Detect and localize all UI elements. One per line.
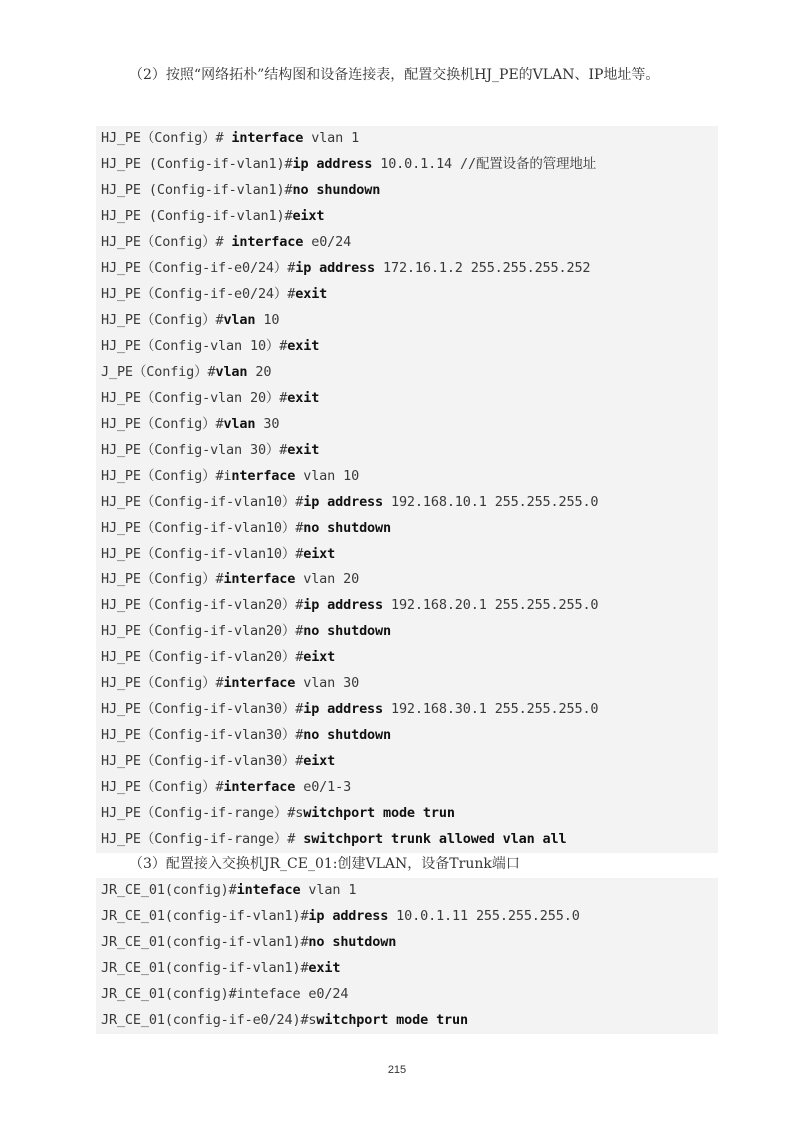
command-keyword: ip address [295, 259, 376, 276]
command-argument: 192.168.20.1 255.255.255.0 [383, 597, 599, 614]
command-argument: 192.168.10.1 255.255.255.0 [383, 493, 599, 510]
command-keyword: witchport mode trun [316, 1011, 468, 1028]
prompt-text: JR_CE_01(config)# [101, 882, 237, 898]
command-argument: 20 [247, 363, 272, 380]
code-line [96, 645, 718, 671]
command-keyword: nterface [231, 467, 296, 484]
code-line [96, 567, 718, 593]
code-line [96, 360, 718, 386]
prompt-text: HJ_PE（Config）# [101, 779, 224, 796]
code-line [96, 982, 718, 1008]
code-line [96, 230, 718, 256]
prompt-text: HJ_PE（Config）#i [101, 467, 232, 484]
prompt-text: HJ_PE（Config）# [101, 571, 224, 588]
code-block-jr-ce-01 [96, 878, 718, 1034]
prompt-text: J_PE（Config）# [101, 363, 216, 380]
code-line [96, 542, 718, 568]
command-argument: vlan 1 [300, 882, 357, 898]
prompt-text: HJ_PE (Config-if-vlan1)# [101, 155, 293, 172]
command-keyword: eixt [303, 545, 336, 562]
prompt-text: HJ_PE（Config-vlan 20）# [101, 389, 288, 406]
command-keyword: no shutdown [303, 727, 391, 744]
code-line [96, 956, 718, 982]
code-line [96, 697, 718, 723]
code-line [96, 438, 718, 464]
command-keyword: no shutdown [303, 519, 391, 536]
command-argument: 30 [255, 415, 280, 432]
command-keyword: no shutdown [308, 933, 397, 950]
code-line [96, 256, 718, 282]
command-argument: vlan 20 [295, 571, 360, 588]
command-keyword: no shundown [292, 181, 381, 198]
prompt-text: HJ_PE（Config）# [101, 311, 224, 328]
code-line [96, 152, 718, 178]
prompt-text: HJ_PE（Config-if-range）#s [101, 805, 304, 822]
prompt-text: JR_CE_01(config-if-vlan1)# [101, 907, 309, 924]
code-line [96, 490, 718, 516]
command-keyword: interface [223, 779, 296, 796]
code-line [96, 204, 718, 230]
command-keyword: ip address [308, 907, 389, 924]
code-line [96, 516, 718, 542]
prompt-text: HJ_PE（Config-if-e0/24）# [101, 285, 296, 302]
command-keyword: ip address [292, 155, 373, 172]
command-keyword: ip address [303, 493, 383, 510]
code-line [96, 178, 718, 204]
command-argument: 192.168.30.1 255.255.255.0 [383, 701, 599, 718]
command-keyword: exit [308, 959, 341, 976]
intro-paragraph: （2）按照“网络拓朴”结构图和设备连接表，配置交换机HJ_PE的VLAN、IP地址等。 [129, 67, 660, 83]
prompt-text: HJ_PE（Config-vlan 30）# [101, 441, 288, 458]
command-keyword: exit [287, 441, 320, 458]
command-argument: vlan 10 [295, 467, 360, 484]
prompt-text: HJ_PE（Config-if-vlan10）# [101, 545, 304, 562]
prompt-text: HJ_PE（Config-if-e0/24）# [101, 259, 296, 276]
command-argument: vlan 1 [303, 130, 360, 146]
code-line [96, 334, 718, 360]
code-line [96, 723, 718, 749]
command-argument: e0/1-3 [295, 779, 352, 796]
command-keyword: switchport trunk allowed vlan all [303, 831, 567, 848]
command-keyword: exit [287, 389, 320, 406]
prompt-text: HJ_PE（Config-vlan 10）# [101, 337, 288, 354]
prompt-text: HJ_PE（Config-if-vlan20）# [101, 649, 304, 666]
prompt-text: HJ_PE (Config-if-vlan1)# [101, 207, 293, 224]
code-line [96, 775, 718, 801]
code-line [96, 930, 718, 956]
code-line [96, 282, 718, 308]
code-line [96, 749, 718, 775]
prompt-text: HJ_PE（Config）# [101, 415, 224, 432]
prompt-text: HJ_PE（Config-if-range）# [101, 831, 304, 848]
code-line [96, 619, 718, 645]
code-line [96, 1008, 718, 1034]
prompt-text: JR_CE_01(config-if-vlan1)# [101, 959, 309, 976]
command-keyword: eixt [292, 207, 325, 224]
command-keyword: vlan [223, 415, 256, 432]
command-keyword: exit [295, 285, 328, 302]
code-line [96, 308, 718, 334]
prompt-text: HJ_PE（Config）# [101, 233, 232, 250]
code-line [96, 464, 718, 490]
command-keyword: eixt [303, 753, 336, 770]
command-keyword: interface [231, 130, 304, 146]
command-argument: 10.0.1.14 //配置设备的管理地址 [372, 155, 597, 172]
prompt-text: HJ_PE（Config-if-vlan30）# [101, 727, 304, 744]
command-keyword: ip address [303, 597, 383, 614]
code-line [96, 126, 718, 152]
command-argument: e0/24 [303, 233, 352, 250]
command-keyword: eixt [303, 649, 336, 666]
prompt-text: HJ_PE (Config-if-vlan1)# [101, 181, 293, 198]
prompt-text: HJ_PE（Config）# [101, 675, 224, 692]
command-keyword: interface [231, 233, 304, 250]
command-argument: vlan 30 [295, 675, 360, 692]
command-keyword: inteface [236, 882, 301, 898]
command-argument: 10.0.1.11 255.255.255.0 [388, 907, 580, 924]
prompt-text: HJ_PE（Config-if-vlan20）# [101, 623, 304, 640]
code-line [96, 878, 718, 904]
page-number: 215 [387, 1064, 407, 1076]
prompt-text: JR_CE_01(config-if-e0/24)#s [101, 1011, 317, 1028]
command-argument: 10 [255, 311, 280, 328]
code-line [96, 904, 718, 930]
command-keyword: interface [223, 571, 296, 588]
command-keyword: vlan [215, 363, 248, 380]
command-keyword: no shutdown [303, 623, 391, 640]
prompt-text: HJ_PE（Config）# [101, 130, 232, 146]
code-line [96, 827, 718, 853]
code-line [96, 412, 718, 438]
command-keyword: witchport mode trun [303, 805, 455, 822]
prompt-text: JR_CE_01(config-if-vlan1)# [101, 933, 309, 950]
command-keyword: ip address [303, 701, 383, 718]
prompt-text: JR_CE_01(config)#inteface e0/24 [101, 985, 349, 1002]
code-block-hj-pe [96, 126, 718, 853]
prompt-text: HJ_PE（Config-if-vlan30）# [101, 701, 304, 718]
prompt-text: HJ_PE（Config-if-vlan10）# [101, 493, 304, 510]
command-keyword: vlan [223, 311, 256, 328]
code-line [96, 801, 718, 827]
prompt-text: HJ_PE（Config-if-vlan10）# [101, 519, 304, 536]
code-line [96, 386, 718, 412]
prompt-text: HJ_PE（Config-if-vlan20）# [101, 597, 304, 614]
prompt-text: HJ_PE（Config-if-vlan30）# [101, 753, 304, 770]
command-keyword: exit [287, 337, 320, 354]
code-line [96, 593, 718, 619]
section3-paragraph: （3）配置接入交换机JR_CE_01:创建VLAN，设备Trunk端口 [129, 856, 520, 872]
command-argument: 172.16.1.2 255.255.255.252 [375, 259, 591, 276]
code-line [96, 671, 718, 697]
command-keyword: interface [223, 675, 296, 692]
